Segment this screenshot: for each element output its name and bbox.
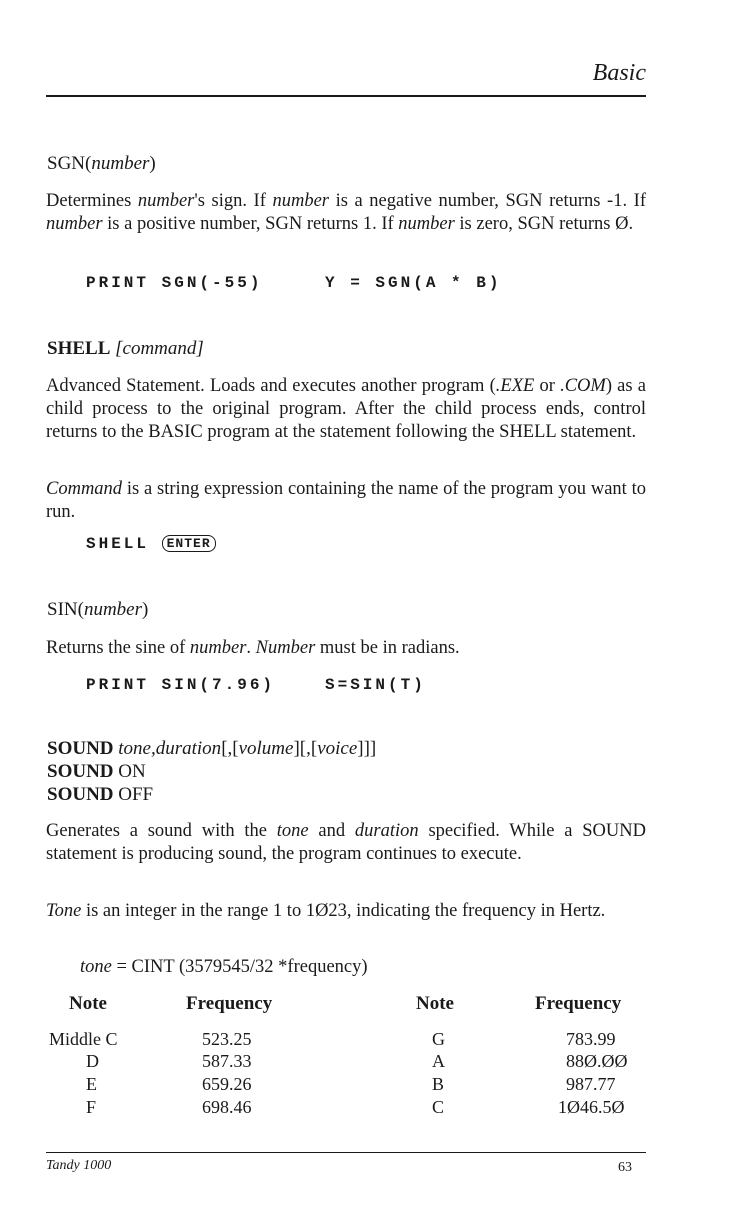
table-header-frequency-1: Frequency <box>186 993 273 1014</box>
sound-description: Generates a sound with the tone and duration specified. While a SOUND statement is producing sound, the program continues to execute. <box>46 821 646 864</box>
sound-heading-3: SOUND OFF <box>47 784 154 805</box>
sin-heading: SIN(number) <box>47 599 149 620</box>
table-cell: B <box>432 1074 445 1094</box>
sgn-description: Determines number's sign. If number is a negative number, SGN returns -1. If number is a positive number, SGN returns 1. If number is zero, SGN returns Ø. <box>46 191 646 234</box>
running-header: Basic <box>592 60 646 86</box>
table-header-note-2: Note <box>416 993 454 1014</box>
shell-command-description: Command is a string expression containing the name of the program you want to run. <box>46 479 646 522</box>
sin-example-2: S=SIN(T) <box>325 676 426 694</box>
table-cell: 659.26 <box>202 1074 252 1094</box>
shell-description: Advanced Statement. Loads and executes another program (.EXE or .COM) as a child process to the original program. After the child process ends, control returns to the BASIC program at the statement following the SHELL statement. <box>46 376 646 442</box>
table-cell: Middle C <box>49 1029 118 1049</box>
table-cell: 698.46 <box>202 1097 252 1117</box>
sin-description: Returns the sine of number. Number must be in radians. <box>46 638 460 658</box>
tone-formula: tone = CINT (3579545/32 *frequency) <box>80 957 368 977</box>
table-cell: 783.99 <box>566 1029 616 1049</box>
table-cell: 523.25 <box>202 1029 252 1049</box>
footer-title: Tandy 1000 <box>46 1158 112 1173</box>
table-cell: 1Ø46.5Ø <box>558 1097 625 1117</box>
header-rule <box>46 95 646 97</box>
table-cell: 88Ø.ØØ <box>566 1051 628 1071</box>
footer-rule <box>46 1152 646 1153</box>
table-header-note-1: Note <box>69 993 107 1014</box>
table-cell: D <box>86 1051 99 1071</box>
table-cell: C <box>432 1097 445 1117</box>
table-cell: 587.33 <box>202 1051 252 1071</box>
table-header-frequency-2: Frequency <box>535 993 622 1014</box>
table-cell: 987.77 <box>566 1074 616 1094</box>
sound-heading-1: SOUND tone,duration[,[volume][,[voice]]] <box>47 738 377 759</box>
tone-description: Tone is an integer in the range 1 to 1Ø23, indicating the frequency in Hertz. <box>46 901 606 921</box>
table-cell: E <box>86 1074 97 1094</box>
shell-heading: SHELL [command] <box>47 338 204 359</box>
sgn-heading: SGN(number) <box>47 153 156 174</box>
enter-key-icon: ENTER <box>162 535 216 552</box>
page-number: 63 <box>618 1160 632 1175</box>
shell-example: SHELL ENTER <box>86 535 216 553</box>
table-cell: G <box>432 1029 445 1049</box>
sound-heading-2: SOUND ON <box>47 761 146 782</box>
table-cell: F <box>86 1097 97 1117</box>
sgn-example-2: Y = SGN(A * B) <box>325 274 502 292</box>
sgn-example-1: PRINT SGN(-55) <box>86 274 263 292</box>
table-cell: A <box>432 1051 445 1071</box>
sin-example-1: PRINT SIN(7.96) <box>86 676 276 694</box>
